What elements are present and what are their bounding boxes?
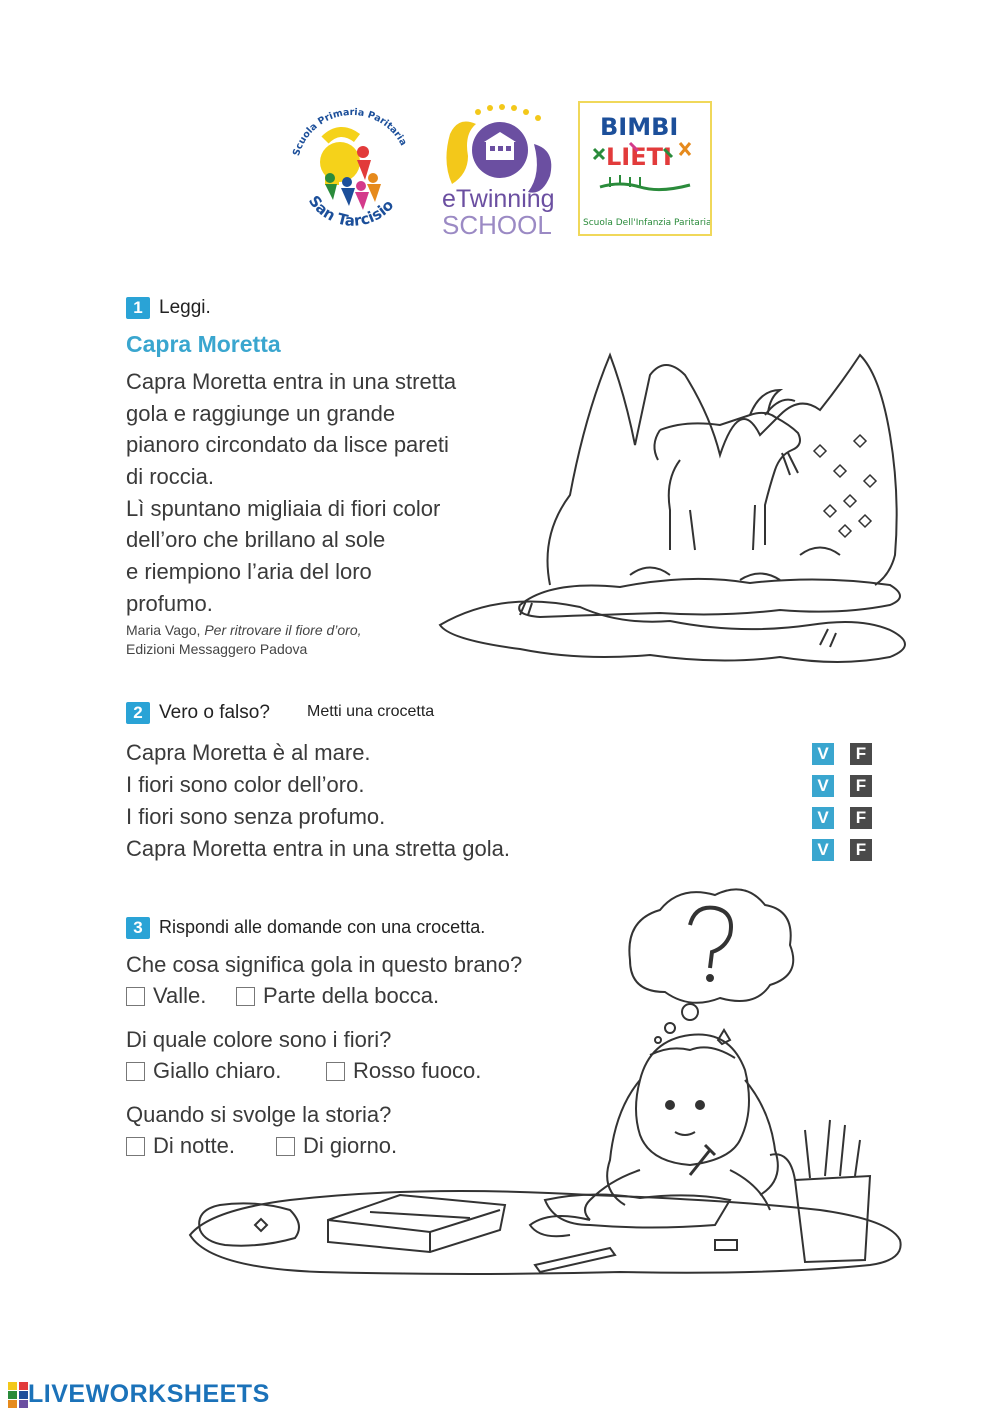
section2-instruction: Vero o falso? [159, 702, 270, 723]
story-line: Lì spuntano migliaia di fiori color [126, 495, 441, 521]
story-text [126, 366, 456, 620]
etwinning-text: eTwinning [442, 185, 555, 213]
statement-4: Capra Moretta entra in una stretta gola. [126, 836, 510, 861]
story-line: pianoro circondato da lisce pareti [126, 432, 449, 458]
question-2: Di quale colore sono i fiori? [126, 1027, 392, 1052]
citation-author: Maria Vago, [126, 622, 205, 638]
section1-instruction: Leggi. [159, 297, 211, 318]
liveworksheets-badge-icon [8, 1382, 28, 1408]
statement-1: Capra Moretta è al mare. [126, 740, 371, 765]
checkbox[interactable] [126, 1062, 145, 1081]
citation-publisher: Edizioni Messaggero Padova [126, 641, 308, 657]
section3-number: 3 [126, 917, 150, 939]
true-box[interactable]: V [812, 807, 834, 829]
lieti-title: LIETI [606, 143, 672, 171]
logo-school-name: San Tarcisio [304, 192, 398, 230]
option-label: Rosso fuoco. [353, 1058, 482, 1083]
bimbi-subtitle: Scuola Dell'Infanzia Paritaria [583, 218, 710, 228]
story-title: Capra Moretta [126, 331, 281, 357]
section3-instruction: Rispondi alle domande con una crocetta. [159, 917, 486, 937]
story-line: e riempiono l’aria del loro [126, 559, 372, 585]
girl-studying-illustration [170, 880, 910, 1280]
citation-title: Per ritrovare il fiore d’oro, [204, 622, 362, 638]
etwinning-logo [438, 104, 563, 239]
option-label: Giallo chiaro. [153, 1058, 282, 1083]
liveworksheets-footer[interactable] [8, 1380, 270, 1409]
false-box[interactable]: F [850, 839, 872, 861]
false-box[interactable]: F [850, 743, 872, 765]
true-box[interactable]: V [812, 775, 834, 797]
statement-2: I fiori sono color dell’oro. [126, 772, 365, 797]
goat-illustration [420, 335, 925, 670]
bimbi-title: BIMBI [600, 113, 679, 141]
story-line: dell’oro che brillano al sole [126, 527, 386, 553]
story-line: Capra Moretta entra in una stretta [126, 369, 457, 394]
true-box[interactable]: V [812, 839, 834, 861]
story-line: gola e raggiunge un grande [126, 400, 396, 426]
etwinning-school-text: SCHOOL [442, 210, 552, 239]
question-1: Che cosa significa gola in questo brano? [126, 952, 523, 977]
citation [126, 621, 362, 659]
footer-brand: LIVEWORKSHEETS [28, 1380, 270, 1408]
false-box[interactable]: F [850, 775, 872, 797]
story-line: profumo. [126, 590, 213, 616]
true-box[interactable]: V [812, 743, 834, 765]
statement-3: I fiori sono senza profumo. [126, 804, 386, 829]
san-tarcisio-logo [285, 100, 420, 240]
checkbox[interactable] [126, 1137, 145, 1156]
option-label: Di giorno. [303, 1133, 398, 1158]
section2-sub-instruction: Metti una crocetta [307, 703, 435, 720]
section2-number: 2 [126, 702, 150, 724]
option-label: Di notte. [153, 1133, 235, 1158]
question-3: Quando si svolge la storia? [126, 1102, 392, 1127]
story-line: di roccia. [126, 464, 215, 490]
checkbox[interactable] [126, 987, 145, 1006]
logo-arc-text: Scuola Primaria Paritaria [290, 106, 409, 158]
bimbi-lieti-logo [578, 101, 712, 236]
option-label: Valle. [153, 983, 207, 1008]
option-label: Parte della bocca. [263, 983, 440, 1008]
section1-number: 1 [126, 297, 150, 319]
false-box[interactable]: F [850, 807, 872, 829]
